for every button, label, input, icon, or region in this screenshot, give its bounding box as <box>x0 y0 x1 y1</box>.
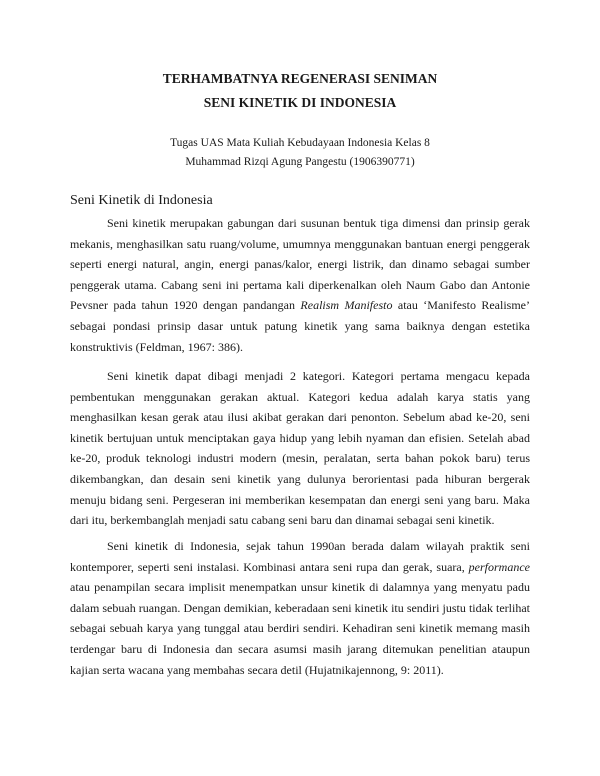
paragraph-1 <box>70 213 530 357</box>
document-title-line-2: SENI KINETIK DI INDONESIA <box>203 95 397 110</box>
author-subtitle: Muhammad Rizqi Agung Pangestu (1906390771) <box>185 156 415 168</box>
section-heading: Seni Kinetik di Indonesia <box>70 193 213 208</box>
course-subtitle: Tugas UAS Mata Kuliah Kebudayaan Indonesia Kelas 8 <box>170 137 430 149</box>
paragraph-2: Seni kinetik dapat dibagi menjadi 2 kategori. Kategori pertama mengacu kepada pembentukan menggunakan gerakan aktual. Kategori kedua adalah karya statis yang menghasilkan kesan gerak atau ilusi akibat gerakan dari penonton. Sebelum abad ke-20, seni kinetik bertujuan untuk menciptakan gaya hidup yang lebih nyaman dan efisien. Setelah abad ke-20, produk teknologi industri modern (mesin, peralatan, serta bahan pokok baru) terus dikembangkan, dan desain seni kinetik yang dulunya berorientasi pada hiburan bergerak menuju bidang seni. Pergeseran ini memberikan kesempatan dan energi seni yang baru. Maka dari itu, berkembanglah menjadi satu cabang seni baru dan dinamai sebagai seni kinetik. <box>70 369 530 528</box>
paragraph-1-text-b: atau ‘Manifesto Realisme’ sebagai pondasi prinsip dasar untuk patung kinetik yang sama baiknya dengan estetika konstruktivis (Feldman, 1967: 386). <box>70 298 531 354</box>
document-title-line-1: TERHAMBATNYA REGENERASI SENIMAN <box>162 71 438 86</box>
paragraph-3-text-b: atau penampilan secara implisit menempatkan unsur kinetik di dalamnya yang menyatu padu dalam sebuah ruangan. Dengan demikian, keberadaan seni kinetik itu sendiri justu tidak terlihat sebagai sebuah karya yang tunggal atau berdiri sendiri. Kehadiran seni kinetik memang masih terdengar baru di Indonesia dan secara asumsi masih jarang ditemukan penelitian ataupun kajian serta wacana yang membahas secara detil (Hujatnikajennong, 9: 2011). <box>70 580 530 677</box>
paragraph-3 <box>70 536 530 680</box>
paragraph-1-emphasis: Realism Manifesto <box>300 298 393 313</box>
paragraph-3-emphasis: performance <box>468 559 530 574</box>
paragraph-3-text-a: Seni kinetik di Indonesia, sejak tahun 1990an berada dalam wilayah praktik seni kontemporer, seperti seni instalasi. Kombinasi antara seni rupa dan gerak, suara, <box>70 539 530 574</box>
paragraph-1-text-a: Seni kinetik merupakan gabungan dari susunan bentuk tiga dimensi dan prinsip gerak mekanis, menghasilkan satu ruang/volume, umumnya menggunakan bantuan energi penggerak seperti energi natural, angin, energi panas/kalor, energi listrik, dan dinamo sebagai sumber penggerak utama. Cabang seni ini pertama kali diperkenalkan oleh Naum Gabo dan Antonie Pevsner pada tahun 1920 dengan pandangan <box>70 216 530 313</box>
